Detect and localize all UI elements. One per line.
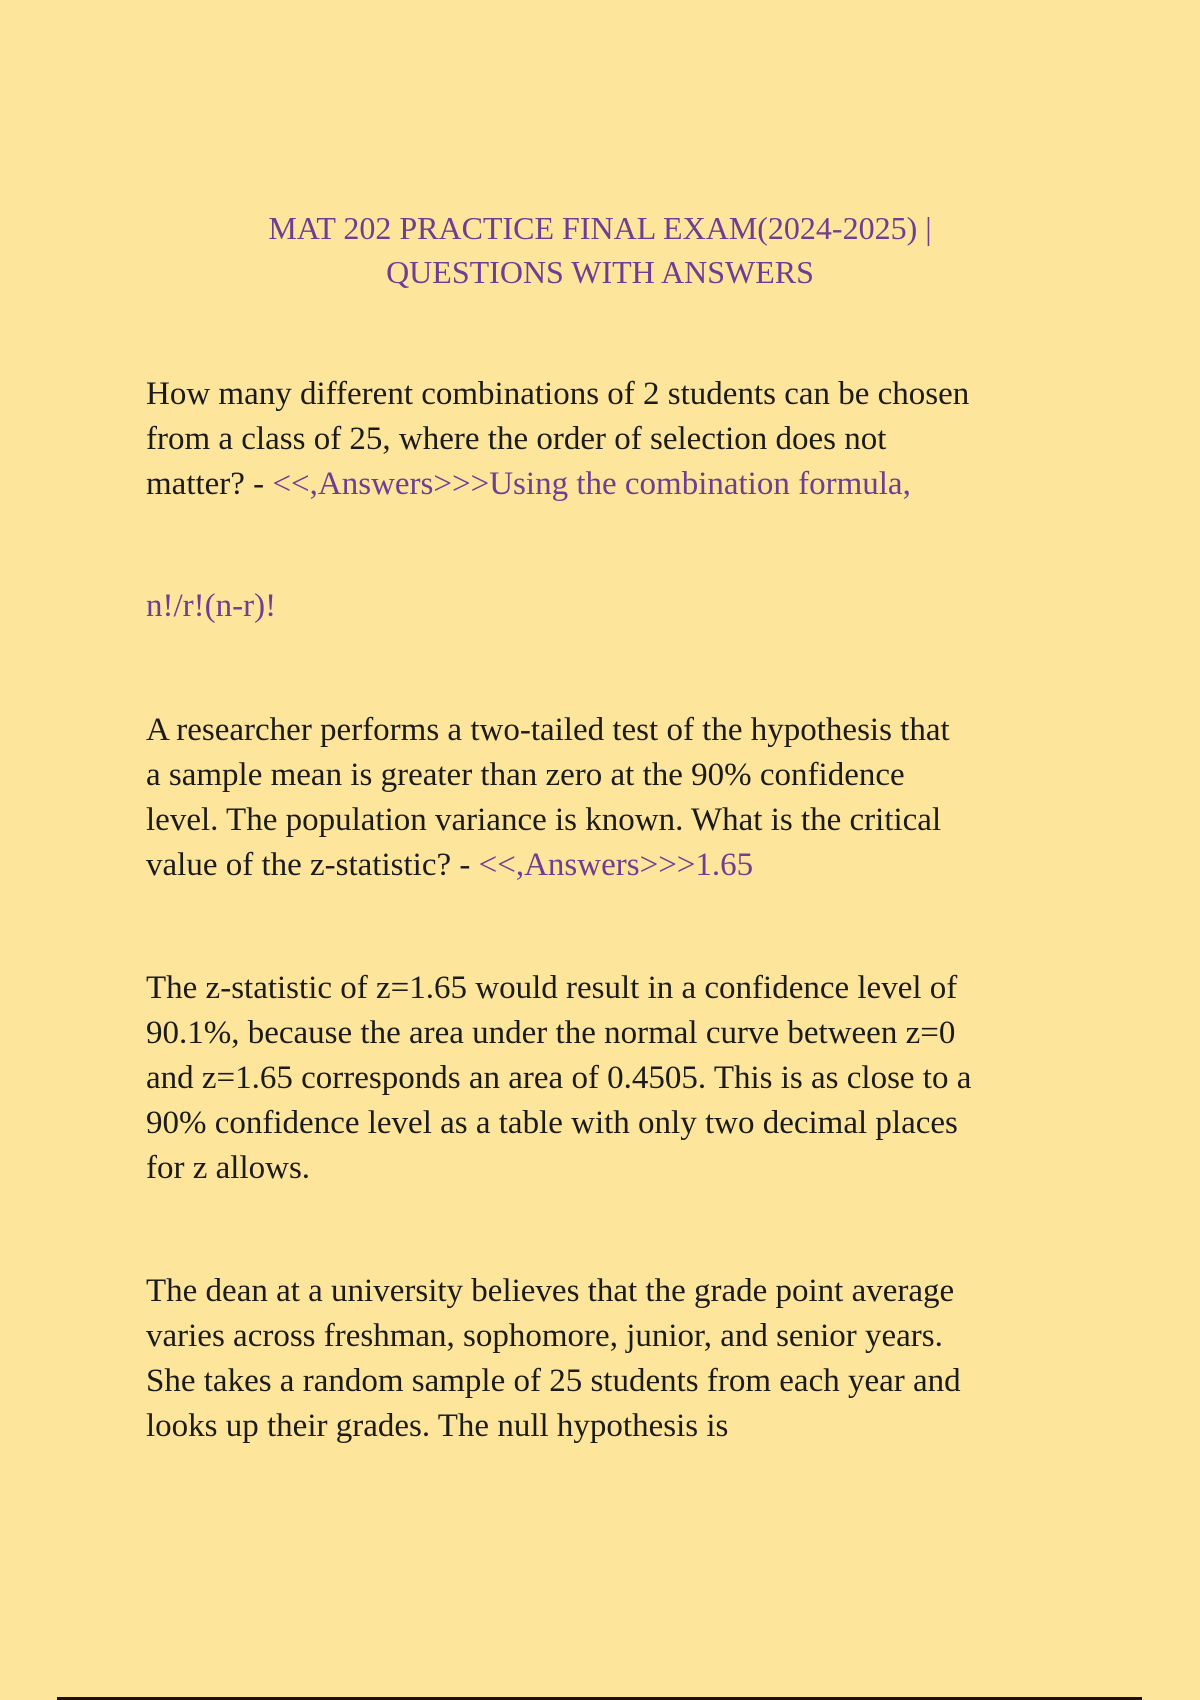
- text-line: looks up their grades. The null hypothesis is: [146, 1408, 729, 1444]
- explanation-z-statistic: [146, 966, 1146, 1191]
- question-z-critical: [146, 708, 1146, 888]
- text-line: 90.1%, because the area under the normal curve between z=0: [146, 1015, 956, 1051]
- text-line: 90% confidence level as a table with only two decimal places: [146, 1105, 958, 1141]
- text-line: for z allows.: [146, 1150, 311, 1186]
- document-title: [0, 206, 1200, 294]
- text-line: value of the z-statistic? -: [146, 847, 479, 883]
- text-line: matter? -: [146, 466, 273, 502]
- question-dean-gpa: [146, 1269, 1146, 1449]
- title-line-1: MAT 202 PRACTICE FINAL EXAM(2024-2025) |: [268, 210, 932, 246]
- text-line: How many different combinations of 2 students can be chosen: [146, 376, 970, 412]
- text-line: and z=1.65 corresponds an area of 0.4505. This is as close to a: [146, 1060, 972, 1096]
- text-line: A researcher performs a two-tailed test of the hypothesis that: [146, 712, 950, 748]
- text-line: from a class of 25, where the order of selection does not: [146, 421, 887, 457]
- text-line: level. The population variance is known. What is the critical: [146, 802, 942, 838]
- text-line: a sample mean is greater than zero at the 90% confidence: [146, 757, 905, 793]
- text-line: The dean at a university believes that the grade point average: [146, 1273, 955, 1309]
- text-line: The z-statistic of z=1.65 would result in a confidence level of: [146, 970, 958, 1006]
- question-combinations: [146, 372, 1146, 507]
- answer-text: <<,Answers>>>1.65: [478, 847, 754, 883]
- title-line-2: QUESTIONS WITH ANSWERS: [386, 254, 814, 290]
- text-line: varies across freshman, sophomore, junior, and senior years.: [146, 1318, 943, 1354]
- text-line: She takes a random sample of 25 students from each year and: [146, 1363, 961, 1399]
- answer-text: <<,Answers>>>Using the combination formula,: [272, 466, 911, 502]
- formula: n!/r!(n-r)!: [146, 588, 277, 624]
